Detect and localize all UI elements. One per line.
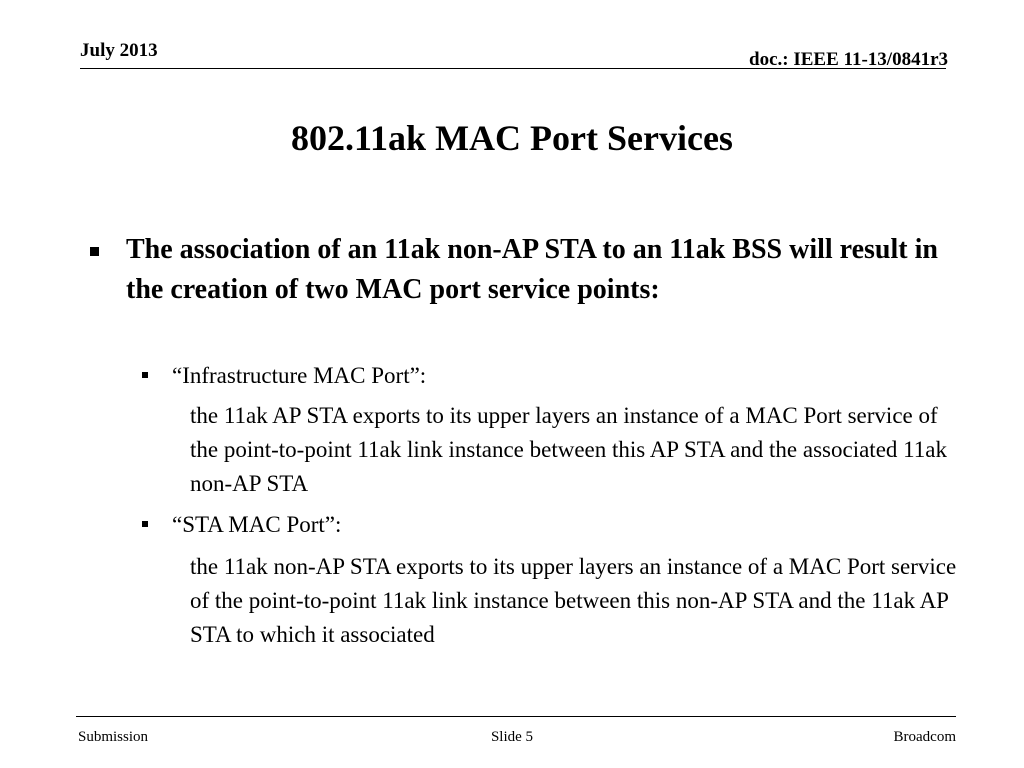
sub-bullet-square-icon — [142, 372, 148, 378]
header-divider — [80, 68, 946, 69]
footer-company: Broadcom — [893, 729, 956, 745]
sub-bullet-label-infrastructure: “Infrastructure MAC Port”: — [172, 363, 427, 388]
sub-bullet-description-infrastructure: the 11ak AP STA exports to its upper layers an instance of a MAC Port service of the point-to-point 11ak link instance between this AP STA and the associated 11ak non-AP STA — [190, 403, 948, 496]
footer-slide-number: Slide 5 — [490, 729, 534, 745]
footer-submission: Submission — [78, 729, 149, 745]
footer-divider — [76, 716, 956, 717]
sub-bullet-label-sta: “STA MAC Port”: — [172, 512, 342, 537]
main-bullet-text: The association of an 11ak non-AP STA to an 11ak BSS will result in the creation of two MAC port service points: — [126, 234, 938, 305]
header-date: July 2013 — [80, 40, 158, 61]
slide-title: 802.11ak MAC Port Services — [291, 118, 733, 158]
sub-bullet-description-sta: the 11ak non-AP STA exports to its upper layers an instance of a MAC Port service of the point-to-point 11ak link instance between this non-AP STA and the 11ak AP STA to which it associated — [190, 554, 957, 647]
sub-bullet-square-icon — [142, 521, 148, 527]
bullet-square-icon — [90, 247, 99, 256]
header-doc-id: doc.: IEEE 11-13/0841r3 — [749, 49, 948, 70]
